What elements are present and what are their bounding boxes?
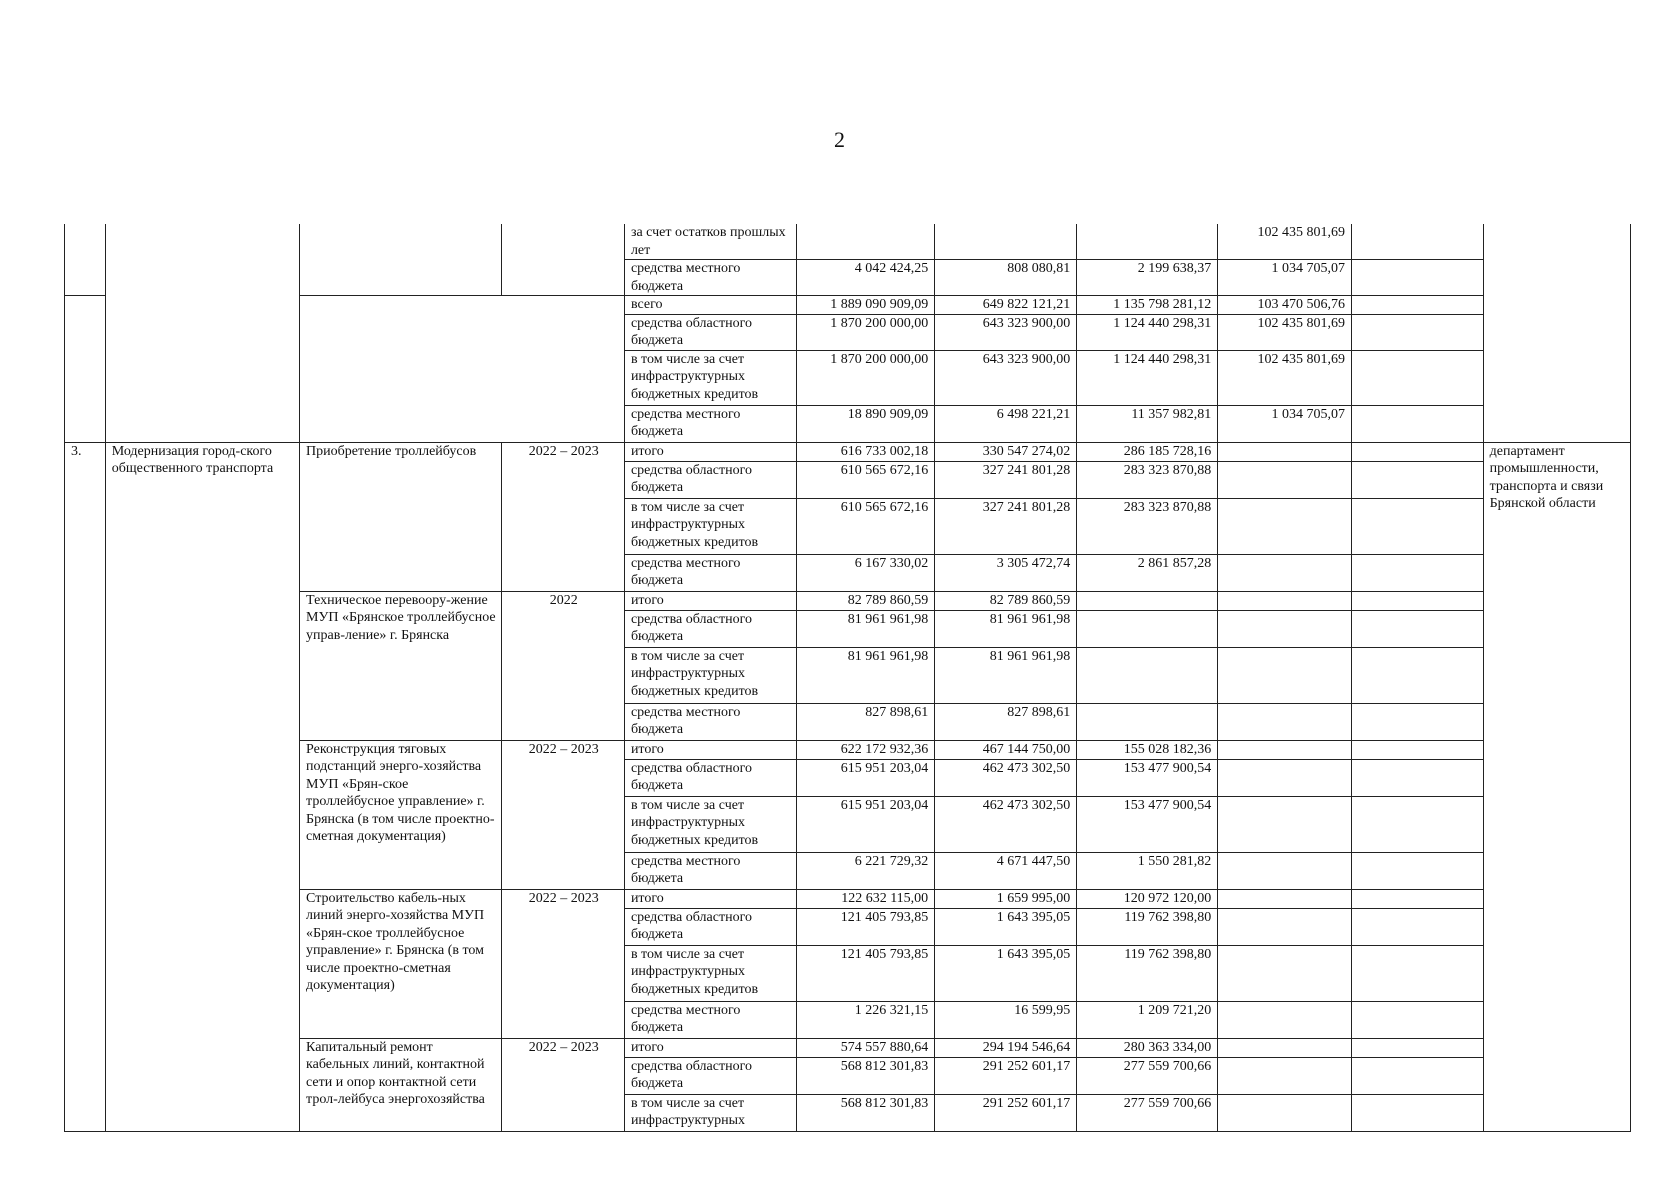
source-label: всего	[624, 296, 796, 315]
budget-table	[64, 224, 1631, 1132]
value-year-1: 82 789 860,59	[935, 591, 1077, 610]
value-year-3	[1218, 461, 1352, 498]
source-label: итого	[624, 1038, 796, 1057]
value-year-1	[935, 224, 1077, 260]
value-year-1: 467 144 750,00	[935, 740, 1077, 759]
value-year-3	[1218, 703, 1352, 740]
value-year-2: 153 477 900,54	[1077, 796, 1218, 852]
value-year-2: 1 124 440 298,31	[1077, 350, 1218, 405]
value-year-3: 102 435 801,69	[1218, 350, 1352, 405]
value-year-1: 643 323 900,00	[935, 350, 1077, 405]
cell-empty	[1352, 610, 1484, 647]
value-total: 1 870 200 000,00	[797, 350, 935, 405]
value-year-3	[1218, 889, 1352, 908]
value-year-1: 1 659 995,00	[935, 889, 1077, 908]
value-total: 616 733 002,18	[797, 442, 935, 461]
cell-empty	[1352, 350, 1484, 405]
source-label: средства местного бюджета	[624, 1001, 796, 1038]
cell-empty	[1352, 647, 1484, 703]
value-year-2: 277 559 700,66	[1077, 1057, 1218, 1094]
table-row	[65, 442, 1631, 461]
item-name: Модернизация город-ского общественного транспорта	[105, 442, 299, 1131]
value-total: 4 042 424,25	[797, 260, 935, 296]
value-year-1: 649 822 121,21	[935, 296, 1077, 315]
table-row	[65, 889, 1631, 908]
value-year-2: 2 861 857,28	[1077, 554, 1218, 591]
value-year-2: 1 209 721,20	[1077, 1001, 1218, 1038]
subitem-period: 2022 – 2023	[501, 740, 624, 889]
table-row	[65, 224, 1631, 260]
source-label: в том числе за счет инфраструктурных	[624, 1094, 796, 1131]
value-year-2: 283 323 870,88	[1077, 498, 1218, 554]
source-label: средства местного бюджета	[624, 260, 796, 296]
value-total: 615 951 203,04	[797, 759, 935, 796]
source-label: в том числе за счет инфраструктурных бюджетных кредитов	[624, 350, 796, 405]
cell-event-empty	[300, 224, 502, 296]
value-total: 121 405 793,85	[797, 908, 935, 945]
cell-empty	[1352, 442, 1484, 461]
cell-empty	[1352, 296, 1484, 315]
item-number: 3.	[65, 442, 106, 1131]
value-total: 1 889 090 909,09	[797, 296, 935, 315]
value-year-2: 120 972 120,00	[1077, 889, 1218, 908]
value-year-3	[1218, 945, 1352, 1001]
value-total: 121 405 793,85	[797, 945, 935, 1001]
source-label: средства областного бюджета	[624, 610, 796, 647]
value-total: 568 812 301,83	[797, 1057, 935, 1094]
value-year-3	[1218, 1038, 1352, 1057]
value-year-2: 1 124 440 298,31	[1077, 314, 1218, 350]
value-year-3: 1 034 705,07	[1218, 260, 1352, 296]
source-label: средства областного бюджета	[624, 314, 796, 350]
cell-name-empty	[105, 224, 299, 442]
source-label: в том числе за счет инфраструктурных бюджетных кредитов	[624, 498, 796, 554]
value-year-2: 119 762 398,80	[1077, 908, 1218, 945]
cell-num-empty	[65, 296, 106, 443]
value-year-1: 294 194 546,64	[935, 1038, 1077, 1057]
value-year-3: 1 034 705,07	[1218, 405, 1352, 442]
value-year-2: 119 762 398,80	[1077, 945, 1218, 1001]
source-label: средства местного бюджета	[624, 703, 796, 740]
value-year-1: 16 599,95	[935, 1001, 1077, 1038]
value-year-3	[1218, 1001, 1352, 1038]
cell-empty	[1352, 852, 1484, 889]
value-year-1: 4 671 447,50	[935, 852, 1077, 889]
source-label: итого	[624, 591, 796, 610]
value-total: 610 565 672,16	[797, 461, 935, 498]
cell-empty	[1352, 908, 1484, 945]
value-total: 18 890 909,09	[797, 405, 935, 442]
value-year-2	[1077, 224, 1218, 260]
subitem-name: Реконструкция тяговых подстанций энерго-хозяйства МУП «Брян-ское троллейбусное управление» г. Брянска (в том числе проектно-сметная документация)	[300, 740, 502, 889]
value-year-1: 462 473 302,50	[935, 796, 1077, 852]
subitem-period: 2022 – 2023	[501, 889, 624, 1038]
cell-empty	[1352, 740, 1484, 759]
subitem-name: Капитальный ремонт кабельных линий, контактной сети и опор контактной сети трол-лейбуса энергохозяйства	[300, 1038, 502, 1131]
subitem-period: 2022 – 2023	[501, 442, 624, 591]
page-number: 2	[834, 127, 845, 152]
source-label: за счет остатков прошлых лет	[624, 224, 796, 260]
source-label: в том числе за счет инфраструктурных бюджетных кредитов	[624, 647, 796, 703]
value-year-2: 1 550 281,82	[1077, 852, 1218, 889]
value-total: 81 961 961,98	[797, 610, 935, 647]
cell-empty	[1352, 759, 1484, 796]
value-total: 82 789 860,59	[797, 591, 935, 610]
subitem-name: Строительство кабель-ных линий энерго-хозяйства МУП «Брян-ское троллейбусное управление» г. Брянска (в том числе проектно-сметная документация)	[300, 889, 502, 1038]
value-year-3	[1218, 442, 1352, 461]
value-year-2: 1 135 798 281,12	[1077, 296, 1218, 315]
source-label: итого	[624, 442, 796, 461]
cell-empty	[1352, 405, 1484, 442]
value-total: 615 951 203,04	[797, 796, 935, 852]
value-total: 622 172 932,36	[797, 740, 935, 759]
source-label: средства областного бюджета	[624, 759, 796, 796]
subitem-name: Техническое перевоору-жение МУП «Брянское троллейбусное управ-ление» г. Брянска	[300, 591, 502, 740]
value-total: 122 632 115,00	[797, 889, 935, 908]
value-year-3	[1218, 1057, 1352, 1094]
value-year-1: 330 547 274,02	[935, 442, 1077, 461]
value-year-2	[1077, 703, 1218, 740]
value-year-3	[1218, 796, 1352, 852]
cell-event-empty	[300, 296, 625, 443]
value-year-1: 327 241 801,28	[935, 461, 1077, 498]
value-total: 1 226 321,15	[797, 1001, 935, 1038]
value-year-1: 81 961 961,98	[935, 647, 1077, 703]
value-year-1: 291 252 601,17	[935, 1094, 1077, 1131]
cell-num-empty	[65, 224, 106, 296]
table-row	[65, 740, 1631, 759]
source-label: средства местного бюджета	[624, 554, 796, 591]
source-label: в том числе за счет инфраструктурных бюджетных кредитов	[624, 796, 796, 852]
value-year-1: 3 305 472,74	[935, 554, 1077, 591]
cell-empty	[1352, 461, 1484, 498]
value-year-2: 11 357 982,81	[1077, 405, 1218, 442]
value-year-1: 1 643 395,05	[935, 945, 1077, 1001]
cell-empty	[1352, 224, 1484, 260]
value-total: 6 221 729,32	[797, 852, 935, 889]
value-year-2: 280 363 334,00	[1077, 1038, 1218, 1057]
value-year-2	[1077, 610, 1218, 647]
value-total: 1 870 200 000,00	[797, 314, 935, 350]
value-year-2: 2 199 638,37	[1077, 260, 1218, 296]
value-year-2: 155 028 182,36	[1077, 740, 1218, 759]
value-year-3	[1218, 498, 1352, 554]
source-label: итого	[624, 740, 796, 759]
value-year-2	[1077, 647, 1218, 703]
value-year-1: 1 643 395,05	[935, 908, 1077, 945]
cell-empty	[1352, 498, 1484, 554]
cell-period-empty	[501, 224, 624, 296]
value-year-3: 103 470 506,76	[1218, 296, 1352, 315]
table-row	[65, 296, 1631, 315]
value-year-3	[1218, 1094, 1352, 1131]
value-year-3	[1218, 610, 1352, 647]
value-year-2: 283 323 870,88	[1077, 461, 1218, 498]
source-label: средства местного бюджета	[624, 405, 796, 442]
source-label: средства областного бюджета	[624, 908, 796, 945]
value-year-3: 102 435 801,69	[1218, 314, 1352, 350]
cell-empty	[1352, 314, 1484, 350]
value-year-3	[1218, 740, 1352, 759]
value-total: 610 565 672,16	[797, 498, 935, 554]
subitem-name: Приобретение троллейбусов	[300, 442, 502, 591]
value-year-1: 808 080,81	[935, 260, 1077, 296]
subitem-period: 2022 – 2023	[501, 1038, 624, 1131]
value-year-3	[1218, 908, 1352, 945]
value-year-2	[1077, 591, 1218, 610]
cell-empty	[1352, 1038, 1484, 1057]
table-row	[65, 591, 1631, 610]
responsible-department: департамент промышленности, транспорта и связи Брянской области	[1483, 442, 1630, 1131]
value-year-3	[1218, 647, 1352, 703]
cell-empty	[1352, 591, 1484, 610]
source-label: средства местного бюджета	[624, 852, 796, 889]
value-year-1: 462 473 302,50	[935, 759, 1077, 796]
cell-empty	[1352, 945, 1484, 1001]
source-label: средства областного бюджета	[624, 1057, 796, 1094]
cell-empty	[1352, 703, 1484, 740]
source-label: в том числе за счет инфраструктурных бюджетных кредитов	[624, 945, 796, 1001]
value-total: 6 167 330,02	[797, 554, 935, 591]
value-total: 568 812 301,83	[797, 1094, 935, 1131]
value-year-1: 81 961 961,98	[935, 610, 1077, 647]
value-total: 827 898,61	[797, 703, 935, 740]
value-year-2: 286 185 728,16	[1077, 442, 1218, 461]
value-year-1: 643 323 900,00	[935, 314, 1077, 350]
table-row	[65, 1038, 1631, 1057]
cell-empty	[1352, 554, 1484, 591]
subitem-period: 2022	[501, 591, 624, 740]
value-year-2: 277 559 700,66	[1077, 1094, 1218, 1131]
cell-empty	[1352, 1094, 1484, 1131]
value-total: 81 961 961,98	[797, 647, 935, 703]
budget-table-wrapper	[64, 224, 1631, 1132]
value-total: 574 557 880,64	[797, 1038, 935, 1057]
cell-empty	[1352, 889, 1484, 908]
cell-empty	[1352, 1001, 1484, 1038]
value-year-3: 102 435 801,69	[1218, 224, 1352, 260]
value-year-3	[1218, 852, 1352, 889]
value-year-1: 6 498 221,21	[935, 405, 1077, 442]
value-year-3	[1218, 759, 1352, 796]
cell-empty	[1352, 796, 1484, 852]
cell-empty	[1352, 1057, 1484, 1094]
value-year-3	[1218, 554, 1352, 591]
value-total	[797, 224, 935, 260]
cell-empty	[1352, 260, 1484, 296]
source-label: итого	[624, 889, 796, 908]
source-label: средства областного бюджета	[624, 461, 796, 498]
value-year-2: 153 477 900,54	[1077, 759, 1218, 796]
value-year-3	[1218, 591, 1352, 610]
value-year-1: 827 898,61	[935, 703, 1077, 740]
value-year-1: 291 252 601,17	[935, 1057, 1077, 1094]
cell-responsible-empty	[1483, 224, 1630, 442]
value-year-1: 327 241 801,28	[935, 498, 1077, 554]
